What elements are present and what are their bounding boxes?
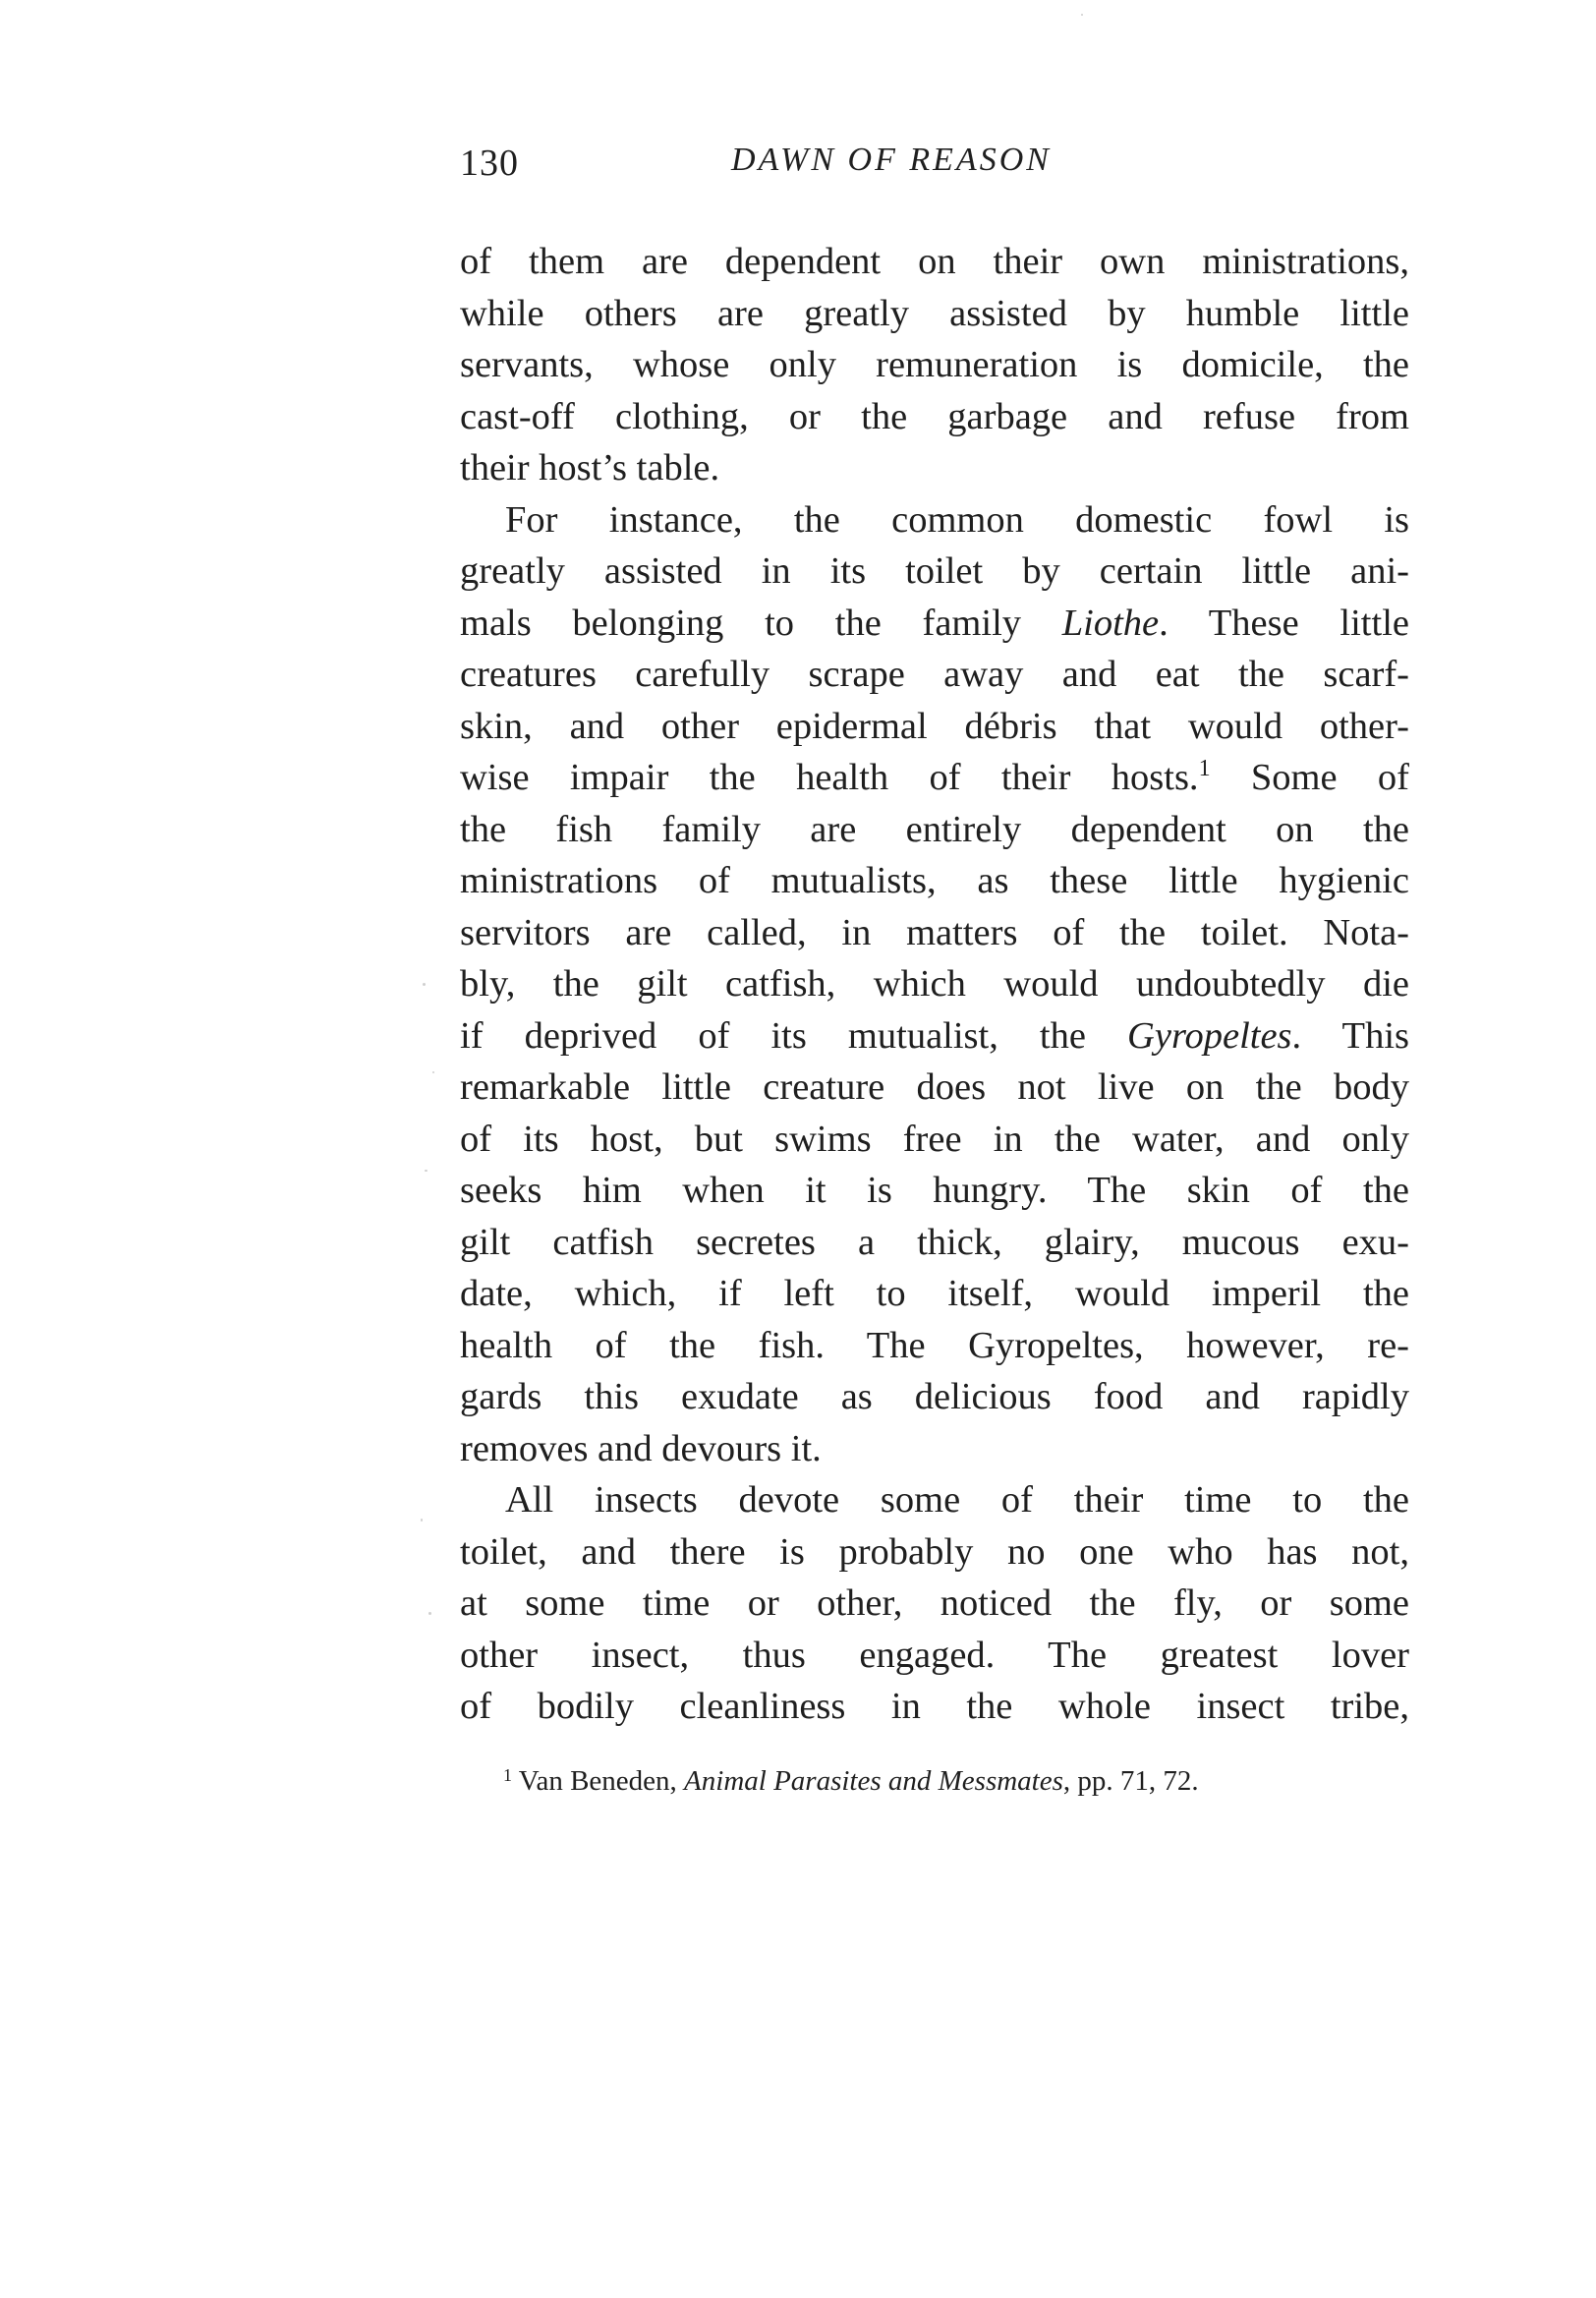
text-line: health of the fish. The Gyropeltes, however, re-	[460, 1324, 1409, 1366]
footnote-marker: 1	[503, 1765, 512, 1785]
paper-speck	[428, 1612, 431, 1615]
paper-speck	[425, 1170, 428, 1172]
paper-speck	[1081, 14, 1083, 16]
footnote-author: Van Beneden,	[512, 1765, 685, 1797]
text-line: toilet, and there is probably no one who has not,	[460, 1530, 1409, 1573]
text-line: greatly assisted in its toilet by certain little ani-	[460, 550, 1409, 592]
text-line: servants, whose only remuneration is domicile, the	[460, 344, 1409, 385]
text-line	[460, 1010, 1409, 1063]
text-line: of bodily cleanliness in the whole insect tribe,	[460, 1686, 1409, 1727]
text-line: servitors are called, in matters of the toilet. Nota-	[460, 911, 1409, 953]
text-line	[460, 598, 1409, 650]
text-run: Some of	[1210, 757, 1409, 798]
text-line: bly, the gilt catfish, which would undoubtedly die	[460, 963, 1409, 1005]
text-line: of its host, but swims free in the water, and only	[460, 1118, 1409, 1160]
page-number: 130	[460, 143, 519, 184]
running-title: DAWN OF REASON	[731, 142, 1052, 178]
text-line: their host’s table.	[460, 447, 720, 488]
text-line: at some time or other, noticed the fly, or some	[460, 1582, 1409, 1624]
paper-speck	[421, 1519, 423, 1522]
text-line: remarkable little creature does not live on the body	[460, 1066, 1409, 1108]
text-run: mals belonging to the family	[460, 602, 1062, 644]
text-line: creatures carefully scrape away and eat the scarf-	[460, 654, 1409, 695]
footnote-reference: 1	[1198, 756, 1211, 781]
running-head	[460, 142, 1409, 201]
text-line: gards this exudate as delicious food and rapidly	[460, 1376, 1409, 1417]
text-line	[460, 752, 1409, 804]
text-line: gilt catfish secretes a thick, glairy, mucous exu-	[460, 1221, 1409, 1263]
text-line: other insect, thus engaged. The greatest lover	[460, 1634, 1409, 1676]
text-line: cast-off clothing, or the garbage and refuse from	[460, 395, 1409, 437]
text-run: . These little	[1159, 602, 1409, 644]
text-line: while others are greatly assisted by humble little	[460, 292, 1409, 334]
text-line: date, which, if left to itself, would imperil the	[460, 1273, 1409, 1314]
paragraph-start-line: For instance, the common domestic fowl is	[505, 498, 1409, 541]
text-run: . This	[1291, 1014, 1409, 1057]
paragraph-start-line: All insects devote some of their time to the	[505, 1479, 1409, 1521]
text-line: the fish family are entirely dependent on the	[460, 808, 1409, 850]
paper-speck	[432, 1071, 434, 1073]
footnote	[503, 1755, 1388, 1801]
text-line: seeks him when it is hungry. The skin of the	[460, 1170, 1409, 1211]
footnote-title: Animal Parasites and Messmates	[684, 1765, 1063, 1797]
paper-speck	[423, 983, 426, 986]
footnote-pages: , pp. 71, 72.	[1062, 1765, 1199, 1797]
text-run: wise impair the health of their hosts.	[460, 757, 1199, 798]
text-line: skin, and other epidermal débris that would other-	[460, 705, 1409, 747]
italic-term: Gyropeltes	[1127, 1014, 1292, 1057]
text-run: if deprived of its mutualist, the	[460, 1014, 1128, 1057]
italic-term: Liothe	[1061, 602, 1160, 644]
body-text	[460, 236, 1409, 1733]
text-line: ministrations of mutualists, as these little hygienic	[460, 860, 1409, 901]
text-line: removes and devours it.	[460, 1427, 822, 1469]
text-line: of them are dependent on their own ministrations,	[460, 241, 1409, 282]
